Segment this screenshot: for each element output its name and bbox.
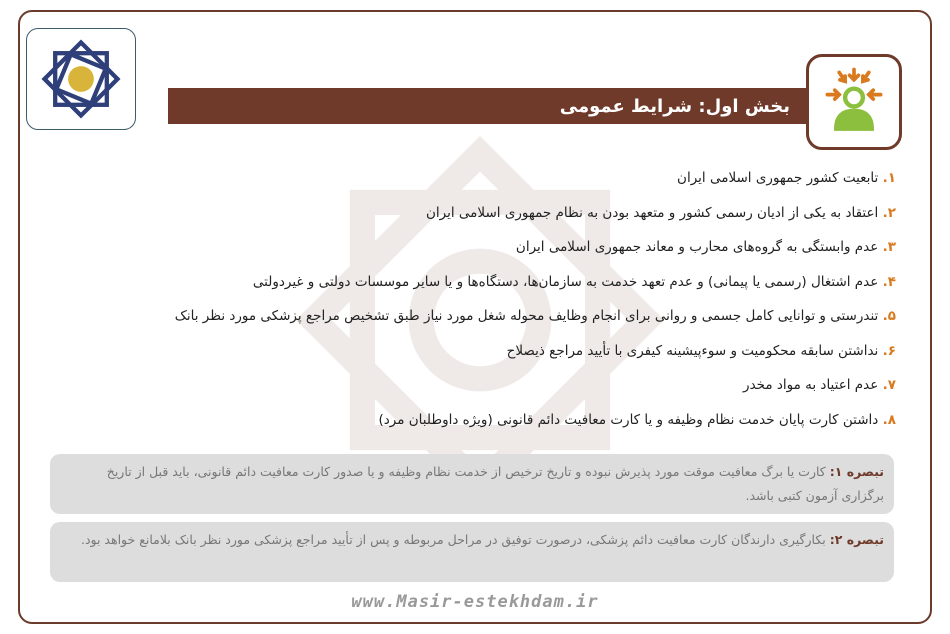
item-text: عدم وابستگی به گروه‌های محارب و معاند جمهوری اسلامی ایران: [515, 239, 879, 255]
section-title: بخش اول: شرایط عمومی: [559, 95, 790, 117]
note-label: تبصره ۱:: [829, 464, 884, 479]
note-text: بکارگیری دارندگان کارت معافیت دائم پزشکی، درصورت توفیق در مراحل مربوطه و پس از تأیید مراجع پزشکی مورد نظر بانک بلامانع خواهد بود.: [80, 532, 826, 547]
section-icon-box: [806, 54, 902, 150]
section-title-bar: [168, 88, 824, 124]
list-item: [76, 373, 896, 408]
list-item: [76, 270, 896, 305]
bank-logo: [26, 28, 136, 130]
item-number: ۸.: [882, 411, 896, 428]
list-item: [76, 235, 896, 270]
list-item: [76, 304, 896, 339]
item-number: ۷.: [882, 377, 896, 393]
person-target-icon: [817, 65, 891, 139]
item-number: ۳.: [882, 239, 896, 255]
list-item: [76, 339, 896, 374]
list-item: [76, 408, 896, 443]
item-number: ۴.: [882, 273, 896, 290]
conditions-list: [76, 166, 896, 442]
list-item: [76, 201, 896, 236]
item-text: عدم اشتغال (رسمی یا پیمانی) و عدم تعهد خدمت به سازمان‌ها، دستگاه‌ها و یا سایر موسسات دولتی و غیردولتی: [252, 273, 879, 290]
note-1: [50, 454, 894, 514]
item-number: ۱.: [882, 170, 896, 186]
item-number: ۶.: [882, 342, 896, 359]
item-text: تابعیت کشور جمهوری اسلامی ایران: [677, 170, 879, 186]
item-text: تندرستی و توانایی کامل جسمی و روانی برای انجام وظایف محوله شغل مورد نیاز طبق تشخیص مراجع پزشکی مورد نظر بانک: [174, 308, 879, 324]
list-item: [76, 166, 896, 201]
website-url: www.Masir-estekhdam.ir: [351, 592, 599, 612]
item-text: اعتقاد به یکی از ادیان رسمی کشور و متعهد بودن به نظام جمهوری اسلامی ایران: [426, 204, 879, 221]
item-text: داشتن کارت پایان خدمت نظام وظیفه و یا کارت معافیت دائم قانونی (ویژه داوطلبان مرد): [378, 411, 879, 428]
item-text: نداشتن سابقه محکومیت و سوءپیشینه کیفری با تأیید مراجع ذیصلاح: [506, 342, 879, 359]
note-text: کارت یا برگ معافیت موقت مورد پذیرش نبوده و تاریخ ترخیص از خدمت نظام وظیفه و یا صدور کارت معافیت دائم قانونی، باید قبل از تاریخ برگزاری آزمون کتبی باشد.: [106, 464, 884, 503]
bank-star-logo-icon: [38, 36, 124, 122]
item-text: عدم اعتیاد به مواد مخدر: [743, 377, 879, 393]
item-number: ۵.: [882, 308, 896, 324]
note-2: [50, 522, 894, 582]
item-number: ۲.: [882, 204, 896, 221]
note-label: تبصره ۲:: [829, 532, 884, 547]
